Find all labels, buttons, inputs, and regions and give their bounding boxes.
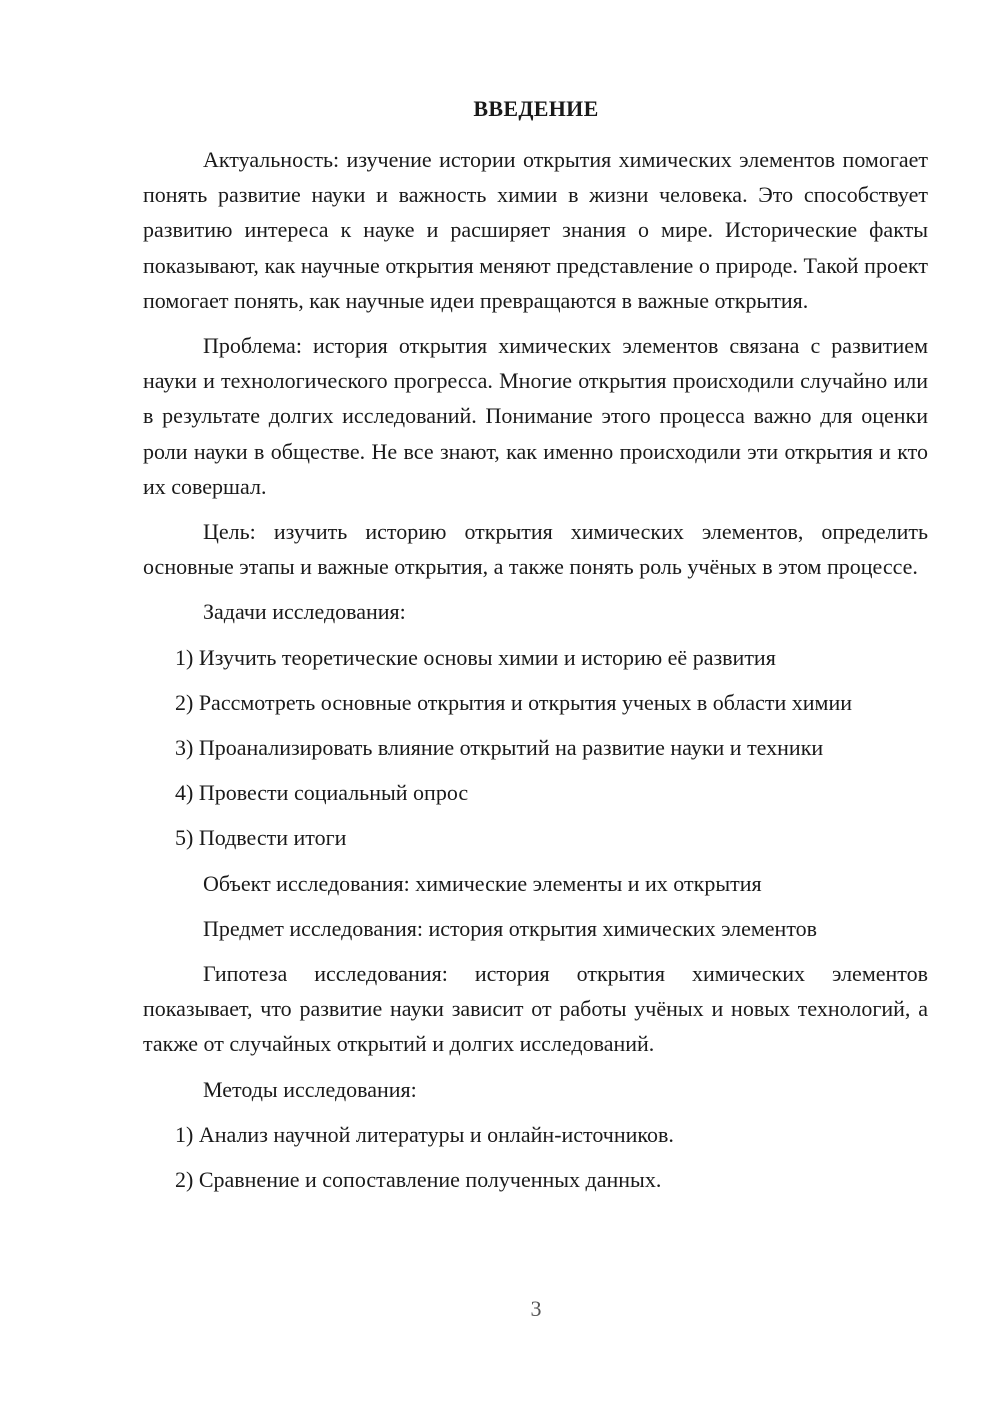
goal-paragraph: Цель: изучить историю открытия химических элементов, определить основные этапы и важные открытия, а также понять роль учёных в этом процессе. xyxy=(143,519,928,580)
task-item: 5) Подвести итоги xyxy=(175,825,347,851)
problem-paragraph: Проблема: история открытия химических элементов связана с развитием науки и технологического прогресса. Многие открытия происходили случайно или в результате долгих исследований. Понимание этого процесса важно для оценки роли науки в обществе. Не все знают, как именно происходили эти открытия и кто их совершал. xyxy=(143,333,928,499)
page-number: 3 xyxy=(530,1296,542,1321)
document-body xyxy=(143,142,928,1207)
hypothesis-paragraph: Гипотеза исследования: история открытия химических элементов показывает, что развитие науки зависит от работы учёных и новых технологий, а также от случайных открытий и долгих исследований. xyxy=(143,961,928,1057)
methods-heading: Методы исследования: xyxy=(203,1076,417,1102)
subject-paragraph: Предмет исследования: история открытия химических элементов xyxy=(203,915,818,941)
relevance-paragraph: Актуальность: изучение истории открытия химических элементов помогает понять развитие науки и важность химии в жизни человека. Это способствует развитию интереса к науке и расширяет знания о мире. Исторические факты показывают, как научные открытия меняют представление о природе. Такой проект помогает понять, как научные идеи превращаются в важные открытия. xyxy=(143,147,928,313)
task-item: 3) Проанализировать влияние открытий на развитие науки и техники xyxy=(175,735,824,761)
task-item: 1) Изучить теоретические основы химии и историю её развития xyxy=(175,644,776,670)
task-item: 4) Провести социальный опрос xyxy=(175,780,469,806)
task-item: 2) Рассмотреть основные открытия и открытия ученых в области химии xyxy=(175,689,853,715)
tasks-heading: Задачи исследования: xyxy=(203,599,406,625)
object-paragraph: Объект исследования: химические элементы и их открытия xyxy=(203,870,762,896)
method-item: 2) Сравнение и сопоставление полученных данных. xyxy=(175,1167,662,1193)
method-item: 1) Анализ научной литературы и онлайн-источников. xyxy=(175,1121,674,1147)
page-title: ВВЕДЕНИЕ xyxy=(473,96,599,121)
